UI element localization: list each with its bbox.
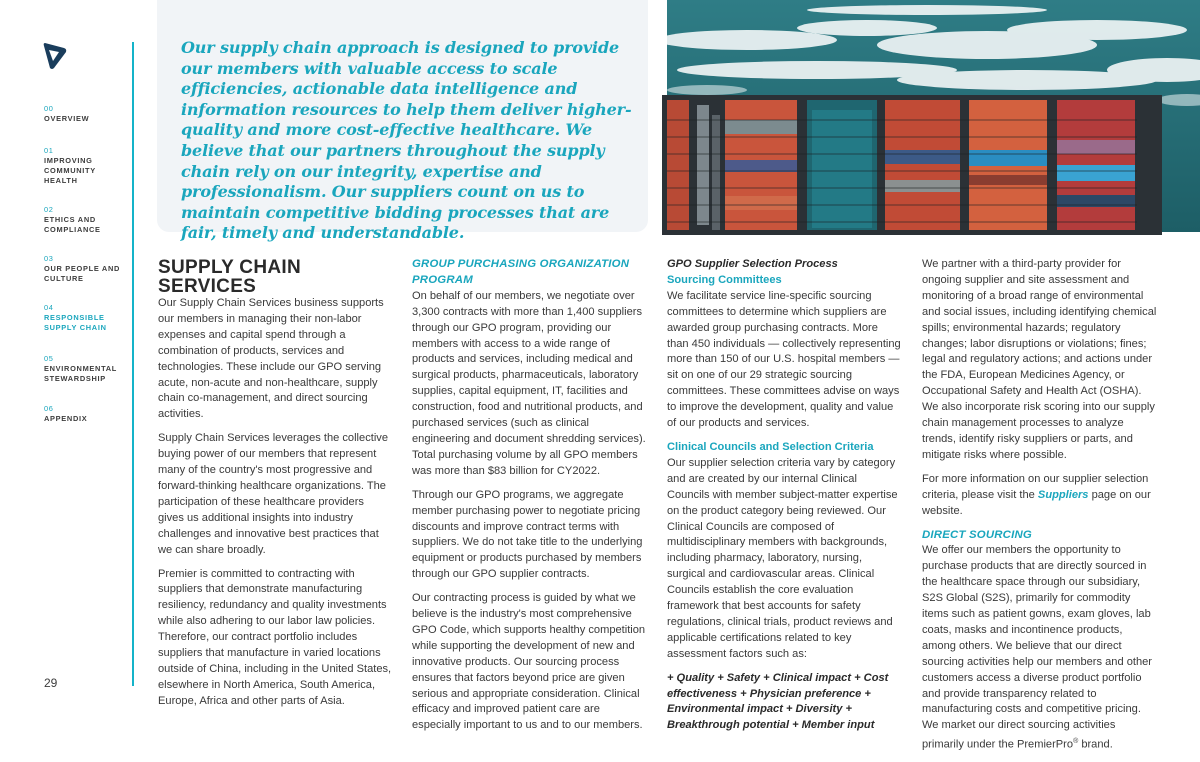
suppliers-link[interactable]: Suppliers	[1037, 488, 1089, 501]
column-supplier-selection	[667, 257, 901, 742]
paragraph: Premier is committed to contracting with suppliers that demonstrate manufacturing resiliency, redundancy and quality investments while also adhering to our labor law policies. Therefore, our contract portfolio includes suppliers that manufacture in varied locations outside of China, including in the United States, elsewhere in North America, South America, Europe, Africa and other parts of Asia.	[158, 567, 392, 707]
section-title: SUPPLY CHAIN SERVICES	[158, 257, 301, 297]
brand-name: PremierPro	[1016, 738, 1074, 751]
nav-item-environmental-stewardship[interactable]	[44, 354, 124, 384]
paragraph: On behalf of our members, we negotiate over 3,300 contracts with more than 1,400 suppliers through our GPO program, providing our members with access to a wide range of products and services, including medical and surgical products, pharmaceuticals, laboratory supplies, capital equipment, IT, facilities and construction, food and nutritional products, and purchased services (such as clinical engineering and document shredding services). Total purchasing volume by all GPO members was more than $83 billion for CY2022.	[412, 289, 646, 477]
nav-label: IMPROVING COMMUNITY HEALTH	[44, 156, 96, 185]
nav-label: OVERVIEW	[44, 114, 90, 123]
page-number: 29	[44, 676, 58, 690]
text: We offer our members the opportunity to purchase products that are directly sourced in the healthcare space through our subsidiary, S2S Global (S2S), primarily for commodity items such as patient gowns, exam gloves, lab coats, masks and incontinence products, among others. We believe that our direct sourcing activities help our members and other customers access a diverse product portfolio and provide transparency related to manufacturing costs and competitive pricing. We market our direct sourcing activities primarily under the	[922, 544, 1153, 751]
paragraph: Through our GPO programs, we aggregate member purchasing power to negotiate pricing discounts and improve contract terms with suppliers. We do not take title to the underlying equipment or products purchased by members through our GPO supplier contracts.	[412, 488, 643, 581]
nav-num: 03	[44, 254, 54, 263]
nav-label: RESPONSIBLE SUPPLY CHAIN	[44, 313, 107, 332]
nav-num: 04	[44, 303, 54, 312]
nav-item-appendix[interactable]	[44, 404, 124, 424]
column-supply-chain-services	[158, 257, 392, 718]
nav-divider-line	[132, 42, 134, 686]
nav-num: 01	[44, 146, 54, 155]
nav-label: ETHICS AND COMPLIANCE	[44, 215, 101, 234]
nav-num: 06	[44, 404, 54, 413]
nav-label: OUR PEOPLE AND CULTURE	[44, 264, 121, 283]
premier-logo-icon[interactable]	[42, 42, 68, 70]
column-gpo-program	[412, 257, 648, 742]
paragraph: Our supplier selection criteria vary by category and are created by our internal Clinical Councils with member subject-matter expertise on the product category being reviewed. Our Clinical Councils are composed of multidisciplinary members with backgrounds, including pharmacy, laboratory, nursing, surgical and cardiovascular areas. Clinical Councils establish the core evaluation framework that best accounts for safety regulations, clinical trials, product reviews and applicable certifications related to key assessment factors such as:	[667, 456, 898, 660]
section-title: GROUP PURCHASING ORGANIZATION PROGRAM	[412, 258, 630, 286]
nav-num: 05	[44, 354, 54, 363]
paragraph	[922, 472, 1158, 520]
nav-num: 02	[44, 205, 54, 214]
paragraph	[922, 543, 1158, 753]
paragraph: We partner with a third-party provider for ongoing supplier and site assessment and monitoring of a broad range of environmental and social issues, including identifying chemical spills; environmental hazards; regulatory changes; labor disruptions or violations; fines; legal and regulatory actions; and actions under the FDA, European Medicines Agency, or Occupational Safety and Health Act (OSHA). We also incorporate risk scoring into our supply chain management processes to analyze trends, identify risky suppliers or parts, and mitigate risks where possible.	[922, 258, 1157, 461]
nav-item-overview[interactable]	[44, 104, 124, 124]
subsection-heading: GPO Supplier Selection Process	[667, 258, 838, 270]
paragraph: Our Supply Chain Services business supports our members in managing their non-labor expenses and capital spend through a combination of products, services and technologies. These include our GPO serving acute, non-acute and non-healthcare, supply chain co-management, and direct sourcing activities.	[158, 297, 384, 421]
nav-item-responsible-supply-chain[interactable]	[44, 303, 124, 333]
nav-num: 00	[44, 104, 54, 113]
column-direct-sourcing	[922, 257, 1158, 762]
subsection-heading: Sourcing Committees	[667, 273, 782, 286]
pull-quote: Our supply chain approach is designed to provide our members with valuable access to scale efficiencies, actionable data intelligence and information resources to help them deliver higher-quality and more cost-effective healthcare. We believe that our partners throughout the supply chain rely on our integrity, expertise and professionalism. Our suppliers count on us to maintain competitive bidding processes that are fair, timely and understandable.	[181, 38, 632, 243]
nav-item-people-culture[interactable]	[44, 254, 124, 284]
nav-label: ENVIRONMENTAL STEWARDSHIP	[44, 364, 117, 383]
text: For more information on our supplier selection criteria, please visit the	[922, 472, 1149, 501]
subsection-heading: Clinical Councils and Selection Criteria	[667, 440, 874, 453]
paragraph: We facilitate service line-specific sourcing committees to determine which suppliers are awarded group purchasing contracts. More than 450 individuals — collectively representing more than 150 of our U.S. hospital members — sit on one of our 29 strategic sourcing committees. These committees advise on ways to improve the development, quality and value of our products and services.	[667, 289, 901, 430]
container-ship-photo	[667, 0, 1200, 232]
paragraph: Our contracting process is guided by what we believe is the industry's most comprehensive GPO Code, which supports healthy competition while supporting the development of new and innovative products. Our sourcing process ensures that factors beyond price are given serious and appropriate consideration. Clinical efficacy and improved patient care are especially important to us and to our members.	[412, 592, 646, 732]
section-title: DIRECT SOURCING	[922, 528, 1032, 541]
nav-item-improving-community-health[interactable]	[44, 146, 124, 186]
text: brand.	[1078, 738, 1113, 751]
registered-mark: ®	[1073, 738, 1079, 746]
nav-item-ethics-compliance[interactable]	[44, 205, 124, 235]
paragraph: Supply Chain Services leverages the collective buying power of our members that represent many of the country's most progressive and forward-thinking healthcare organizations. The participation of these healthcare providers gives us additional insights into industry challenges and innovative best practices that we can share broadly.	[158, 432, 389, 556]
text: page on our website.	[922, 488, 1151, 517]
assessment-factors: + Quality + Safety + Clinical impact + Cost effectiveness + Physician preference + Environmental impact + Diversity + Breakthrough potential + Member input	[667, 671, 889, 732]
nav-label: APPENDIX	[44, 414, 88, 423]
